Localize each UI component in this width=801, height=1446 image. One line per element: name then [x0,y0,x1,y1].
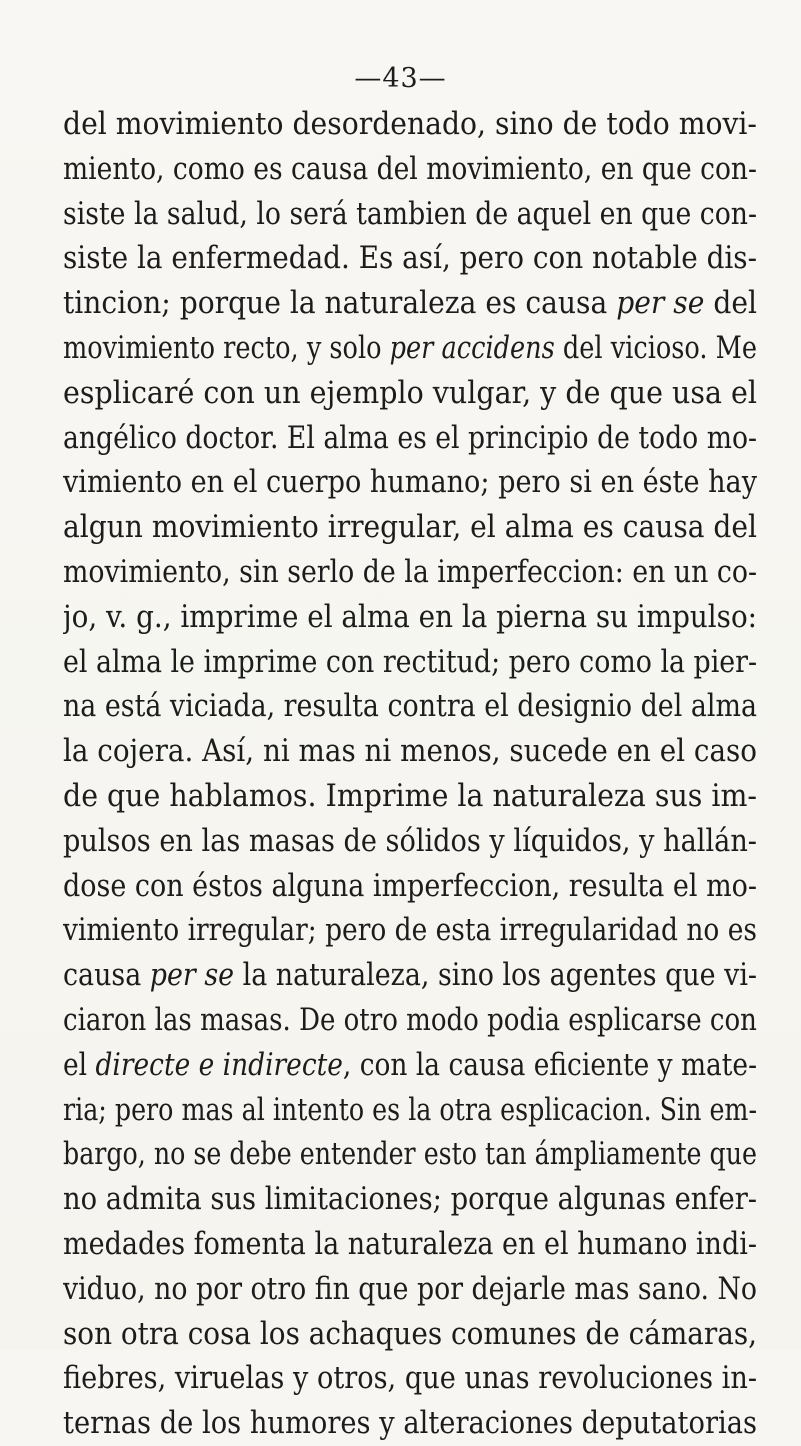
italic-phrase: per se [616,285,705,322]
text-segment: no admita sus limitaciones; porque algunas enfer- [63,1181,757,1218]
text-segment: siste la enfermedad. Es así, pero con notable dis- [63,240,757,277]
text-segment: angélico doctor. El alma es el principio de todo mo- [63,419,757,456]
text-line [63,1177,757,1222]
text-line [63,1267,757,1312]
text-line [63,1222,757,1267]
text-line [63,774,757,819]
text-segment: algun movimiento irregular, el alma es causa del [63,509,757,546]
text-segment: causa [63,957,150,994]
text-line [63,908,757,953]
text-line [63,595,757,640]
text-line [63,371,757,416]
text-line [63,953,757,998]
text-segment: el alma le imprime con rectitud; pero como la pier- [63,643,757,680]
text-line [63,1132,757,1177]
text-segment: miento, como es causa del movimiento, en que con- [63,150,757,187]
text-line [63,1356,757,1401]
text-segment: bargo, no se debe entender esto tan ámpliamente que [63,1136,757,1173]
text-segment: del vicioso. Me [554,329,757,366]
text-line [63,684,757,729]
text-segment: vimiento en el cuerpo humano; pero si en éste hay [63,464,757,501]
text-line [63,729,757,774]
text-line [63,416,757,461]
text-line [63,640,757,685]
text-line [63,1088,757,1133]
page-number: —43— [354,63,447,94]
text-segment: na está viciada, resulta contra el designio del alma [63,688,757,725]
text-segment: del [704,285,757,322]
text-segment: del movimiento desordenado, sino de todo movi- [63,106,757,142]
text-line [63,281,757,326]
text-line [63,998,757,1043]
body-text [63,102,757,1446]
text-segment: medades fomenta la naturaleza en el humano indi- [63,1225,757,1262]
text-segment: la naturaleza, sino los agentes que vi- [234,957,757,994]
text-segment: la cojera. Así, ni mas ni menos, sucede en el caso [63,733,757,770]
text-segment: pulsos en las masas de sólidos y líquidos, y hallán- [63,822,757,859]
text-line [63,864,757,909]
text-line [63,1043,757,1088]
text-line [63,326,757,371]
text-line [63,102,757,147]
text-line [63,236,757,281]
text-segment: siste la salud, lo será tambien de aquel en que con- [63,195,757,232]
text-segment: movimiento recto, y solo [63,329,390,366]
text-segment: dose con éstos alguna imperfeccion, resulta el mo- [63,867,757,904]
text-segment: ria; pero mas al intento es la otra esplicacion. Sin em- [63,1091,757,1128]
text-line [63,1401,757,1446]
text-segment: de que hablamos. Imprime la naturaleza sus im- [63,777,757,814]
text-segment: tincion; porque la naturaleza es causa [63,285,617,322]
text-line [63,460,757,505]
text-line [63,192,757,237]
text-line [63,505,757,550]
text-segment: movimiento, sin serlo de la imperfeccion: en un co- [63,553,757,590]
text-segment: vimiento irregular; pero de esta irregularidad no es [63,912,757,949]
text-segment: ternas de los humores y alteraciones deputatorias [63,1405,757,1442]
text-segment: esplicaré con un ejemplo vulgar, y de que usa el [63,374,757,411]
text-line [63,147,757,192]
italic-phrase: per accidens [389,329,555,366]
text-segment: viduo, no por otro fin que por dejarle mas sano. No [63,1270,757,1307]
text-segment: son otra cosa los achaques comunes de cámaras, [63,1315,757,1352]
text-line [63,819,757,864]
text-segment: ciaron las masas. De otro modo podia esplicarse con [63,1001,757,1038]
text-segment: jo, v. g., imprime el alma en la pierna su impulso: [63,598,757,635]
italic-phrase: per se [149,957,235,994]
text-line [63,550,757,595]
text-segment: , con la causa eficiente y mate- [342,1046,757,1083]
text-segment: el [63,1046,96,1083]
text-segment: fiebres, viruelas y otros, que unas revoluciones in- [63,1360,757,1397]
italic-phrase: directe e indirecte [95,1046,343,1083]
